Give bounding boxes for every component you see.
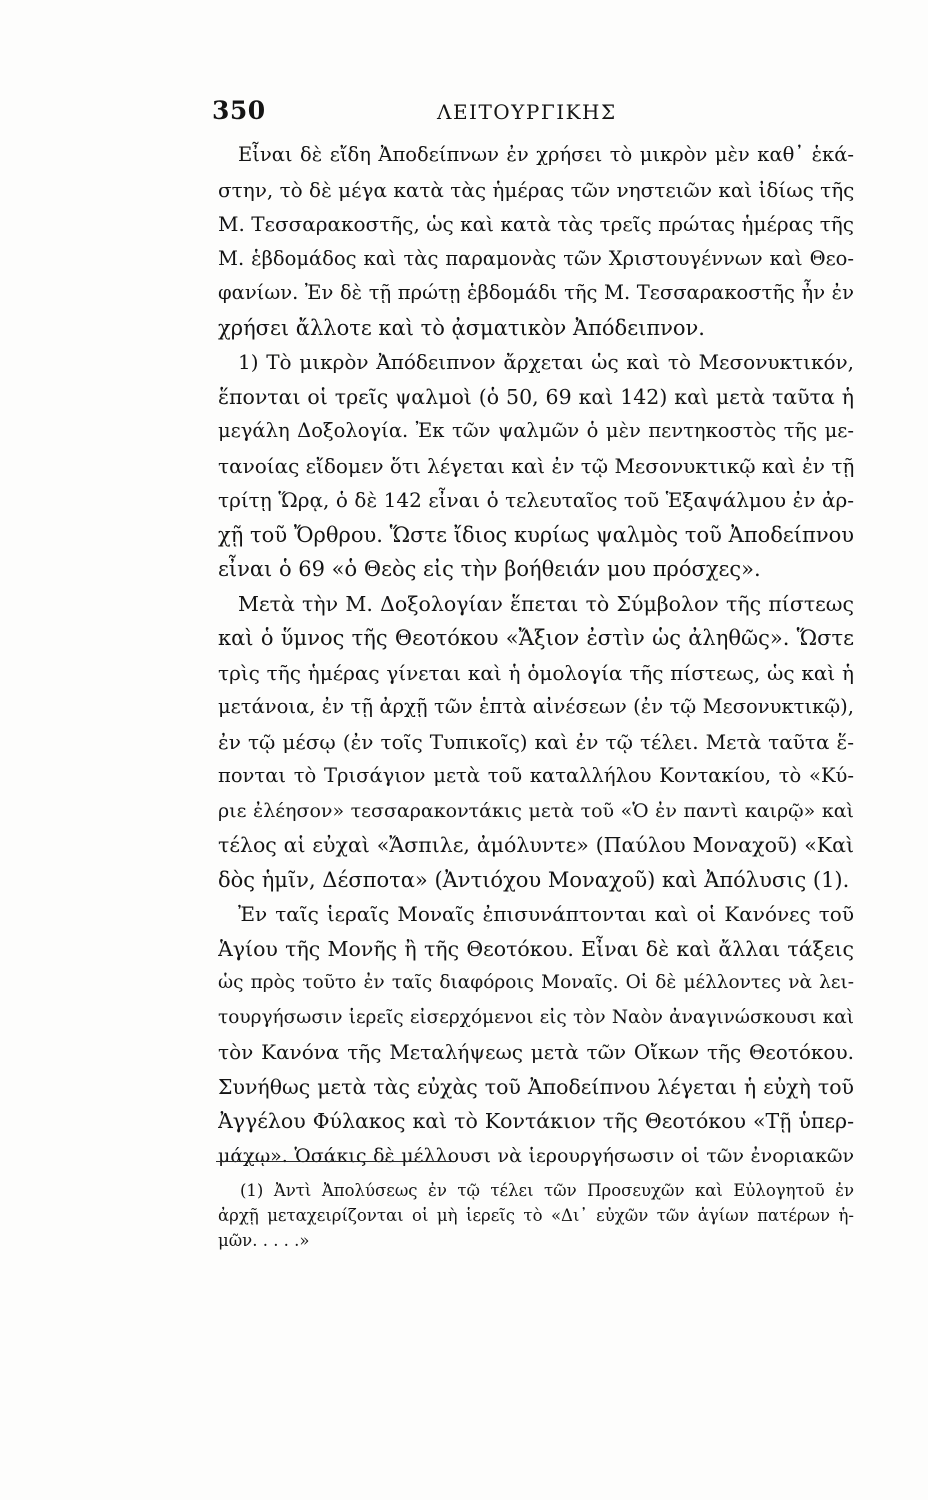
text-line: καὶ ὁ ὕμνος τῆς Θεοτόκου «Ἄξιον ἐστὶν ὡς ἀληθῶς». Ὥστε bbox=[218, 626, 854, 650]
text-line: ὡς πρὸς τοῦτο ἐν ταῖς διαφόροις Μοναῖς. Οἱ δὲ μέλλοντες νὰ λει- bbox=[218, 972, 854, 993]
footnote-line: (1) Ἀντὶ Ἀπολύσεως ἐν τῷ τέλει τῶν Προσευχῶν καὶ Εὐλογητοῦ ἐν bbox=[240, 1181, 854, 1200]
text-line: Ἁγίου τῆς Μονῆς ἢ τῆς Θεοτόκου. Εἶναι δὲ καὶ ἄλλαι τάξεις bbox=[218, 936, 854, 961]
text-line: ἐν τῷ μέσῳ (ἐν τοῖς Τυπικοῖς) καὶ ἐν τῷ τέλει. Μετὰ ταῦτα ἕ- bbox=[218, 729, 854, 754]
text-line: μάχῳ». Ὁσάκις δὲ μέλλουσι νὰ ἱερουργήσωσιν οἱ τῶν ἐνοριακῶν bbox=[218, 1144, 854, 1167]
running-head: ΛΕΙΤΟΥΡΓΙΚΗΣ bbox=[437, 100, 617, 124]
footnote bbox=[218, 1178, 854, 1253]
text-line: Μ. Τεσσαρακοστῆς, ὡς καὶ κατὰ τὰς τρεῖς πρώτας ἡμέρας τῆς bbox=[218, 212, 854, 236]
text-line: μετάνοια, ἐν τῇ ἀρχῇ τῶν ἑπτὰ αἰνέσεων (ἐν τῷ Μεσονυκτικῷ), bbox=[218, 695, 854, 718]
text-line: τέλος αἱ εὐχαὶ «Ἄσπιλε, ἀμόλυντε» (Παύλου Μοναχοῦ) «Καὶ bbox=[218, 833, 854, 857]
text-line: δὸς ἡμῖν, Δέσποτα» (Ἀντιόχου Μοναχοῦ) καὶ Ἀπόλυσις (1). bbox=[218, 867, 850, 892]
page-number: 350 bbox=[212, 96, 266, 125]
text-line: 1) Τὸ μικρὸν Ἀπόδειπνον ἄρχεται ὡς καὶ τὸ Μεσονυκτικόν, bbox=[238, 350, 854, 374]
footnote-line: μῶν. . . . .» bbox=[218, 1231, 310, 1250]
text-line: ριε ἐλέησον» τεσσαρακοντάκις μετὰ τοῦ «Ὁ ἐν παντὶ καιρῷ» καὶ bbox=[218, 799, 854, 822]
text-line: τὸν Κανόνα τῆς Μεταλήψεως μετὰ τῶν Οἴκων τῆς Θεοτόκου. bbox=[218, 1040, 854, 1064]
text-line: τρὶς τῆς ἡμέρας γίνεται καὶ ἡ ὁμολογία τῆς πίστεως, ὡς καὶ ἡ bbox=[218, 660, 854, 685]
text-line: χρήσει ἄλλοτε καὶ τὸ ᾀσματικὸν Ἀπόδειπνον. bbox=[218, 315, 705, 340]
text-line: Ἀγγέλου Φύλακος καὶ τὸ Κοντάκιον τῆς Θεοτόκου «Τῇ ὑπερ- bbox=[218, 1109, 854, 1133]
text-line: Μ. ἑβδομάδος καὶ τὰς παραμονὰς τῶν Χριστουγέννων καὶ Θεο- bbox=[218, 246, 854, 270]
text-line: Μετὰ τὴν Μ. Δοξολογίαν ἕπεται τὸ Σύμβολον τῆς πίστεως bbox=[238, 591, 854, 616]
text-line: μεγάλη Δοξολογία. Ἐκ τῶν ψαλμῶν ὁ μὲν πεντηκοστὸς τῆς με- bbox=[218, 419, 854, 442]
text-line: στην, τὸ δὲ μέγα κατὰ τὰς ἡμέρας τῶν νηστειῶν καὶ ἰδίως τῆς bbox=[218, 177, 854, 202]
page-header bbox=[212, 96, 852, 132]
text-line: εἶναι ὁ 69 «ὁ Θεὸς εἰς τὴν βοήθειάν μου πρόσχες». bbox=[218, 557, 761, 581]
text-line: πονται τὸ Τρισάγιον μετὰ τοῦ καταλλήλου Κοντακίου, τὸ «Κύ- bbox=[218, 764, 854, 787]
text-line: φανίων. Ἐν δὲ τῇ πρώτῃ ἑβδομάδι τῆς Μ. Τεσσαρακοστῆς ἦν ἐν bbox=[218, 281, 854, 304]
text-line: ἕπονται οἱ τρεῖς ψαλμοὶ (ὁ 50, 69 καὶ 142) καὶ μετὰ ταῦτα ἡ bbox=[218, 384, 854, 409]
footnote-line: ἀρχῇ μεταχειρίζονται οἱ μὴ ἱερεῖς τὸ «Δι᾽ εὐχῶν τῶν ἁγίων πατέρων ἡ- bbox=[218, 1206, 854, 1225]
text-line: Συνήθως μετὰ τὰς εὐχὰς τοῦ Ἀποδείπνου λέγεται ἡ εὐχὴ τοῦ bbox=[218, 1074, 854, 1099]
text-line: τουργήσωσιν ἱερεῖς εἰσερχόμενοι εἰς τὸν Ναὸν ἀναγινώσκουσι καὶ bbox=[218, 1006, 854, 1028]
text-line: τρίτῃ Ὥρᾳ, ὁ δὲ 142 εἶναι ὁ τελευταῖος τοῦ Ἑξαψάλμου ἐν ἀρ- bbox=[218, 488, 854, 512]
footnote-rule bbox=[216, 1161, 456, 1162]
main-text bbox=[218, 138, 854, 1173]
text-line: τανοίας εἴδομεν ὅτι λέγεται καὶ ἐν τῷ Μεσονυκτικῷ καὶ ἐν τῇ bbox=[218, 453, 854, 478]
text-line: Ἐν ταῖς ἱεραῖς Μοναῖς ἐπισυνάπτονται καὶ οἱ Κανόνες τοῦ bbox=[238, 902, 854, 926]
text-line: Εἶναι δὲ εἴδη Ἀποδείπνων ἐν χρήσει τὸ μικρὸν μὲν καθ᾽ ἑκά- bbox=[238, 143, 854, 166]
text-line: χῇ τοῦ Ὄρθρου. Ὥστε ἴδιος κυρίως ψαλμὸς τοῦ Ἀποδείπνου bbox=[218, 522, 854, 547]
